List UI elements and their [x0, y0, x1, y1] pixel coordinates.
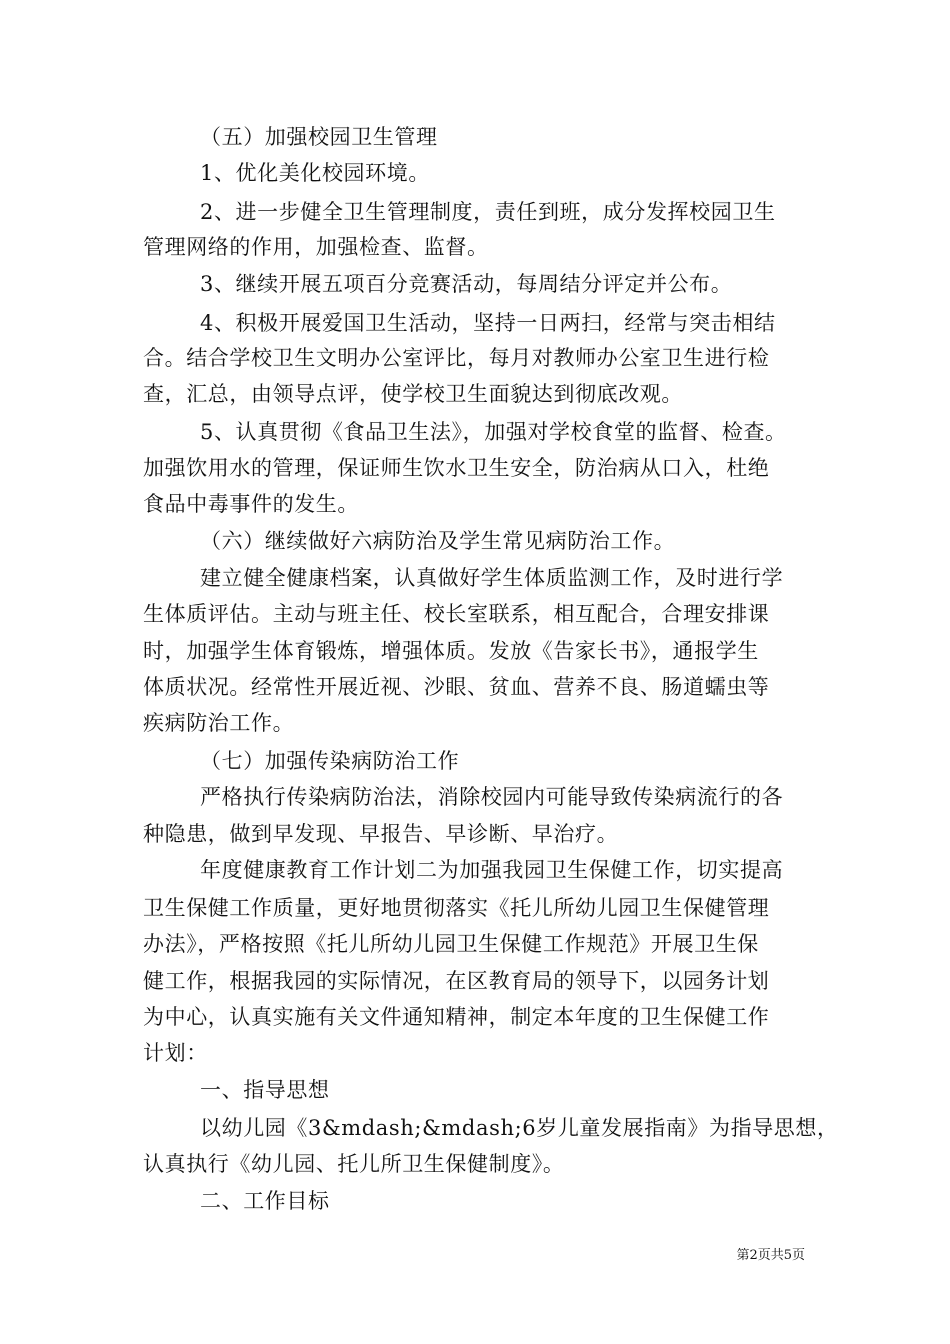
paragraph-line: 食品中毒事件的发生。: [143, 492, 359, 516]
section-heading-guiding-ideology: 一、指导思想: [200, 1078, 330, 1102]
paragraph-line: 3、继续开展五项百分竞赛活动，每周结分评定并公布。: [200, 272, 733, 296]
section-heading-6: （六）继续做好六病防治及学生常见病防治工作。: [200, 529, 676, 553]
paragraph-line: 查，汇总，由领导点评，使学校卫生面貌达到彻底改观。: [143, 382, 683, 406]
paragraph-line: 4、积极开展爱国卫生活动，坚持一日两扫，经常与突击相结: [200, 311, 776, 335]
paragraph-line: 1、优化美化校园环境。: [200, 161, 430, 185]
paragraph-line: 办法》，严格按照《托儿所幼儿园卫生保健工作规范》开展卫生保: [143, 932, 759, 956]
section-heading-work-goals: 二、工作目标: [200, 1189, 330, 1213]
paragraph-line: 体质状况。经常性开展近视、沙眼、贫血、营养不良、肠道蠕虫等: [143, 675, 770, 699]
paragraph-line: 管理网络的作用，加强检查、监督。: [143, 235, 489, 259]
paragraph-line: 年度健康教育工作计划二为加强我园卫生保健工作，切实提高: [200, 858, 784, 882]
paragraph-line: 严格执行传染病防治法，消除校园内可能导致传染病流行的各: [200, 785, 784, 809]
page-number: 第2页共5页: [736, 1248, 805, 1263]
paragraph-line: 卫生保健工作质量，更好地贯彻落实《托儿所幼儿园卫生保健管理: [143, 896, 770, 920]
section-heading-5: （五）加强校园卫生管理: [200, 125, 438, 149]
paragraph-line: 以幼儿园《3&mdash;&mdash;6岁儿童发展指南》为指导思想，: [200, 1116, 839, 1140]
section-heading-7: （七）加强传染病防治工作: [200, 749, 460, 773]
paragraph-line: 时，加强学生体育锻炼，增强体质。发放《告家长书》，通报学生: [143, 639, 759, 663]
paragraph-line: 种隐患，做到早发现、早报告、早诊断、早治疗。: [143, 822, 619, 846]
paragraph-line: 2、进一步健全卫生管理制度，责任到班，成分发挥校园卫生: [200, 200, 776, 224]
paragraph-line: 合。结合学校卫生文明办公室评比，每月对教师办公室卫生进行检: [143, 346, 770, 370]
paragraph-line: 疾病防治工作。: [143, 711, 295, 735]
paragraph-line: 生体质评估。主动与班主任、校长室联系，相互配合，合理安排课: [143, 602, 770, 626]
paragraph-line: 为中心，认真实施有关文件通知精神，制定本年度的卫生保健工作: [143, 1005, 770, 1029]
paragraph-line: 建立健全健康档案，认真做好学生体质监测工作，及时进行学: [200, 566, 784, 590]
paragraph-line: 健工作，根据我园的实际情况，在区教育局的领导下，以园务计划: [143, 969, 770, 993]
paragraph-line: 认真执行《幼儿园、托儿所卫生保健制度》。: [143, 1152, 565, 1176]
paragraph-line: 计划：: [143, 1041, 208, 1065]
paragraph-line: 5、认真贯彻《食品卫生法》，加强对学校食堂的监督、检查。: [200, 420, 787, 444]
paragraph-line: 加强饮用水的管理，保证师生饮水卫生安全，防治病从口入，杜绝: [143, 456, 770, 480]
